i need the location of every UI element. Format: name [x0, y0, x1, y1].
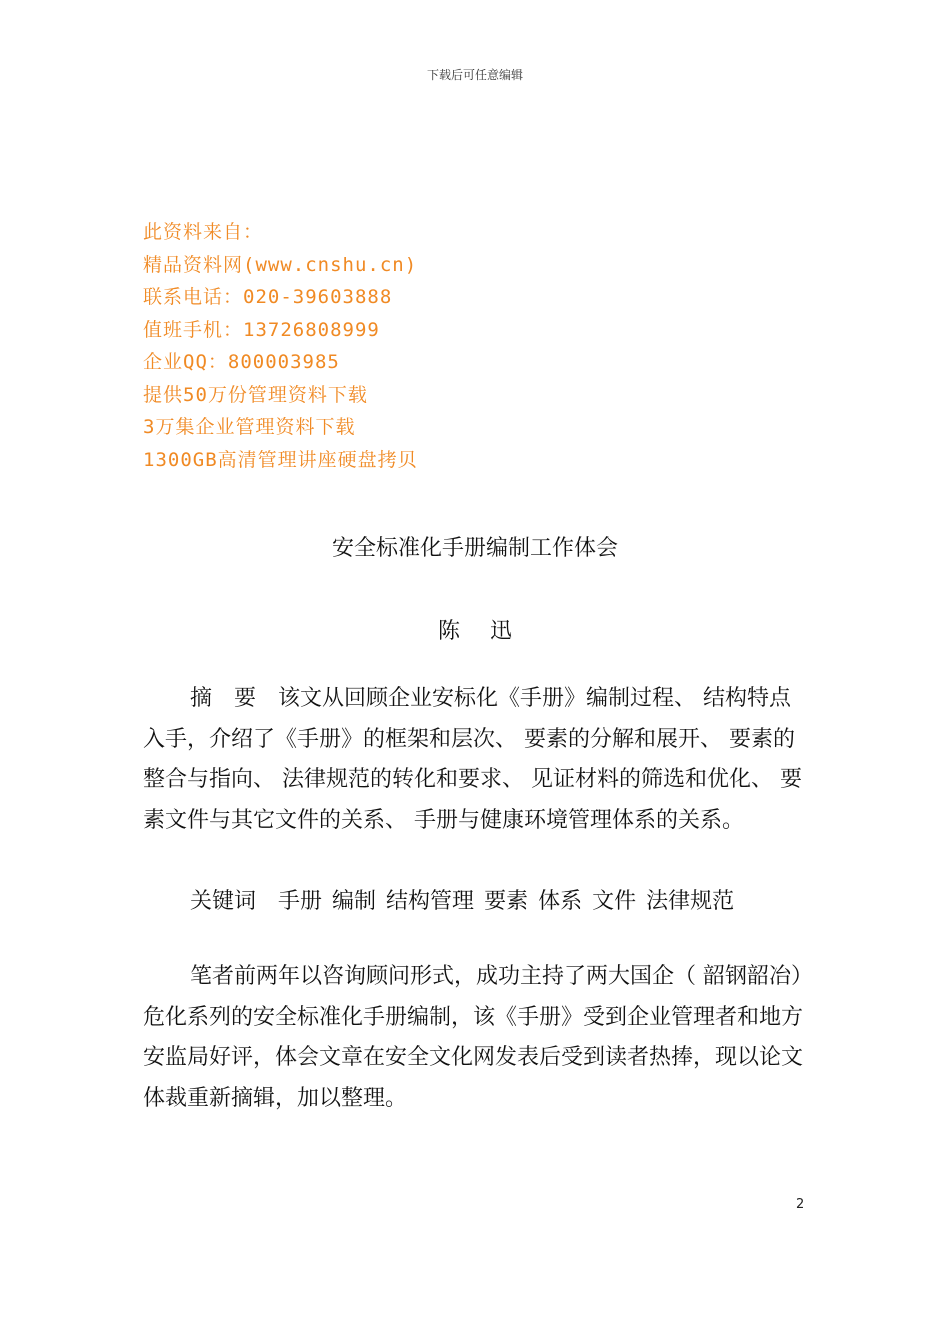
promo-line-offer-2: 3万集企业管理资料下载	[143, 416, 356, 438]
promo-line-offer-3: 1300GB高清管理讲座硬盘拷贝	[143, 448, 418, 471]
promo-line-mobile: 值班手机：13726808999	[143, 318, 380, 341]
keywords	[143, 882, 808, 923]
keyword-item: 体系	[538, 889, 583, 914]
keyword-item: 法律规范	[646, 889, 735, 914]
keyword-item: 手册	[278, 889, 323, 914]
keywords-label: 关键词	[190, 889, 257, 914]
abstract-label: 摘要	[190, 686, 279, 711]
promo-line-qq: 企业QQ：800003985	[143, 351, 340, 373]
page-number: 2	[796, 1197, 805, 1212]
body-paragraph: 笔者前两年以咨询顾问形式，成功主持了两大国企（ 韶钢韶冶）危化系列的安全标准化手册编制，该《手册》受到企业管理者和地方安监局好评，体会文章在安全文化网发表后受到读者热捧，现以论文体裁重新摘辑，加以整理。	[143, 964, 804, 1111]
promo-line-phone: 联系电话：020-39603888	[143, 286, 393, 308]
header-note: 下载后可任意编辑	[426, 68, 523, 82]
promo-block	[143, 216, 563, 476]
abstract	[143, 679, 808, 841]
abstract-text: 该文从回顾企业安标化《手册》编制过程、 结构特点入手，介绍了《手册》的框架和层次、 要素的分解和展开、 要素的整合与指向、 法律规范的转化和要求、 见证材料的筛选和优化、 要素文件与其它文件的关系、 手册与健康环境管理体系的关系。	[143, 686, 802, 833]
promo-line-website: 精品资料网(www.cnshu.cn)	[143, 253, 418, 276]
promo-line-source: 此资料来自：	[143, 221, 264, 243]
keyword-item: 文件	[592, 889, 637, 914]
keyword-item: 要素	[484, 889, 529, 914]
document-title: 安全标准化手册编制工作体会	[331, 536, 618, 561]
author-name: 陈迅	[437, 619, 542, 644]
keyword-item: 编制	[332, 889, 377, 914]
promo-line-offer-1: 提供50万份管理资料下载	[143, 383, 368, 406]
keyword-item: 结构管理	[386, 889, 475, 914]
